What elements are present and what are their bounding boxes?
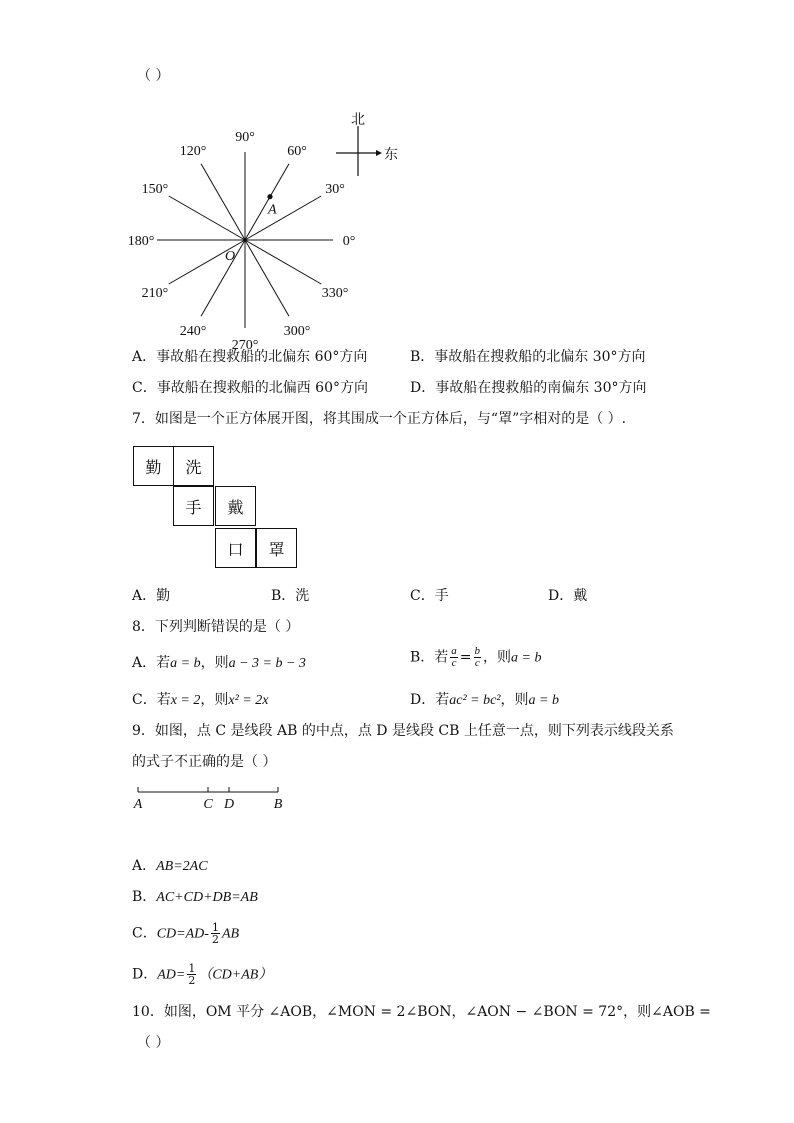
point-a-label: A: [268, 202, 277, 218]
ray-60-deg: [245, 164, 289, 240]
angle-label-30: 30°: [325, 182, 345, 197]
cube-net: [133, 446, 303, 576]
q8-option-a[interactable]: A．若a = b，则a − 3 = b − 3: [132, 655, 306, 671]
point-label-a: A: [133, 797, 143, 812]
compass-east-arrow: [376, 150, 382, 156]
q9-option-b[interactable]: B．AC+CD+DB=AB: [132, 889, 258, 905]
q9-option-d[interactable]: D．AD= $\frac{1}{2}$ （CD+AB）: [132, 962, 273, 987]
q10-answer-bracket: （ ）: [137, 1035, 170, 1051]
q7-stem: 7．如图是一个正方体展开图，将其围成一个正方体后，与“罩”字相对的是（ ）.: [132, 411, 627, 427]
angle-label-90: 90°: [235, 130, 255, 145]
cube-net-cell: 手: [173, 486, 214, 526]
angle-label-60: 60°: [287, 143, 307, 159]
fraction: $\frac{1}{2}$: [211, 921, 219, 946]
compass-north-label: 北: [351, 113, 365, 128]
angle-label-300: 300°: [283, 324, 311, 340]
angle-label-150: 150°: [141, 182, 169, 197]
fraction: $\frac{1}{2}$: [188, 962, 196, 987]
point-label-b: B: [273, 797, 283, 812]
q9-stem-line2: 的式子不正确的是（ ）: [132, 754, 277, 770]
q8-option-c[interactable]: C．若x = 2，则x² = 2x: [132, 692, 269, 708]
angle-label-180: 180°: [127, 234, 155, 249]
angle-label-330: 330°: [321, 286, 349, 301]
angle-label-210: 210°: [141, 286, 169, 301]
angle-direction-diagram: [127, 130, 356, 353]
q10-stem: 10．如图，OM 平分 ∠AOB，∠MON = 2∠BON，∠AON − ∠BON = 72°，则∠AOB =: [132, 1004, 711, 1020]
cube-net-cell: 勤: [133, 446, 174, 486]
origin-o-label: O: [225, 249, 236, 264]
point-label-c: C: [203, 797, 213, 812]
q6-answer-bracket: （ ）: [137, 68, 170, 84]
q9-stem-line1: 9．如图，点 C 是线段 AB 的中点，点 D 是线段 CB 上任意一点，则下列表示线段关系: [132, 723, 674, 739]
q8-stem: 8．下列判断错误的是（ ）: [132, 619, 300, 635]
ray-300-deg: [245, 240, 289, 316]
q8-option-d[interactable]: D．若ac² = bc²，则a = b: [410, 692, 559, 708]
point-label-d: D: [223, 797, 235, 812]
cube-net-cell: 口: [215, 528, 256, 568]
compass-east-label: 东: [384, 148, 398, 163]
q9-option-c[interactable]: C．CD=AD- $\frac{1}{2}$ AB: [132, 921, 240, 946]
q7-option-c[interactable]: C．手: [410, 588, 449, 604]
ray-120-deg: [201, 164, 245, 240]
angle-label-240: 240°: [179, 324, 207, 340]
point-a-dot: [267, 194, 272, 199]
angle-label-120: 120°: [179, 143, 207, 159]
angle-label-0: 0°: [342, 234, 356, 249]
cube-net-cell: 洗: [173, 446, 214, 486]
q8-option-b[interactable]: B．若 $\frac{a}{c}$ = $\frac{b}{c}$ ，则a = b: [410, 645, 542, 669]
fraction: $\frac{b}{c}$: [474, 645, 481, 669]
ray-330-deg: [245, 240, 321, 284]
q7-option-a[interactable]: A．勤: [132, 588, 171, 604]
q7-option-b[interactable]: B．洗: [271, 588, 310, 604]
ray-150-deg: [169, 196, 245, 240]
segment-diagram: [128, 780, 298, 812]
fraction: $\frac{a}{c}$: [451, 645, 457, 669]
ray-240-deg: [201, 240, 245, 316]
q9-option-a[interactable]: A．AB=2AC: [132, 858, 208, 874]
angle-label-270: 270°: [231, 338, 259, 353]
ray-30-deg: [245, 196, 321, 240]
q6-option-a[interactable]: A．事故船在搜救船的北偏东 60°方向: [132, 349, 368, 365]
q6-option-c[interactable]: C．事故船在搜救船的北偏西 60°方向: [132, 380, 368, 396]
cube-net-cell: 戴: [215, 486, 256, 526]
cube-net-cell: 罩: [256, 528, 297, 568]
q6-option-b[interactable]: B．事故船在搜救船的北偏东 30°方向: [410, 349, 646, 365]
q7-option-d[interactable]: D．戴: [548, 588, 588, 604]
q6-option-d[interactable]: D．事故船在搜救船的南偏东 30°方向: [410, 380, 647, 396]
